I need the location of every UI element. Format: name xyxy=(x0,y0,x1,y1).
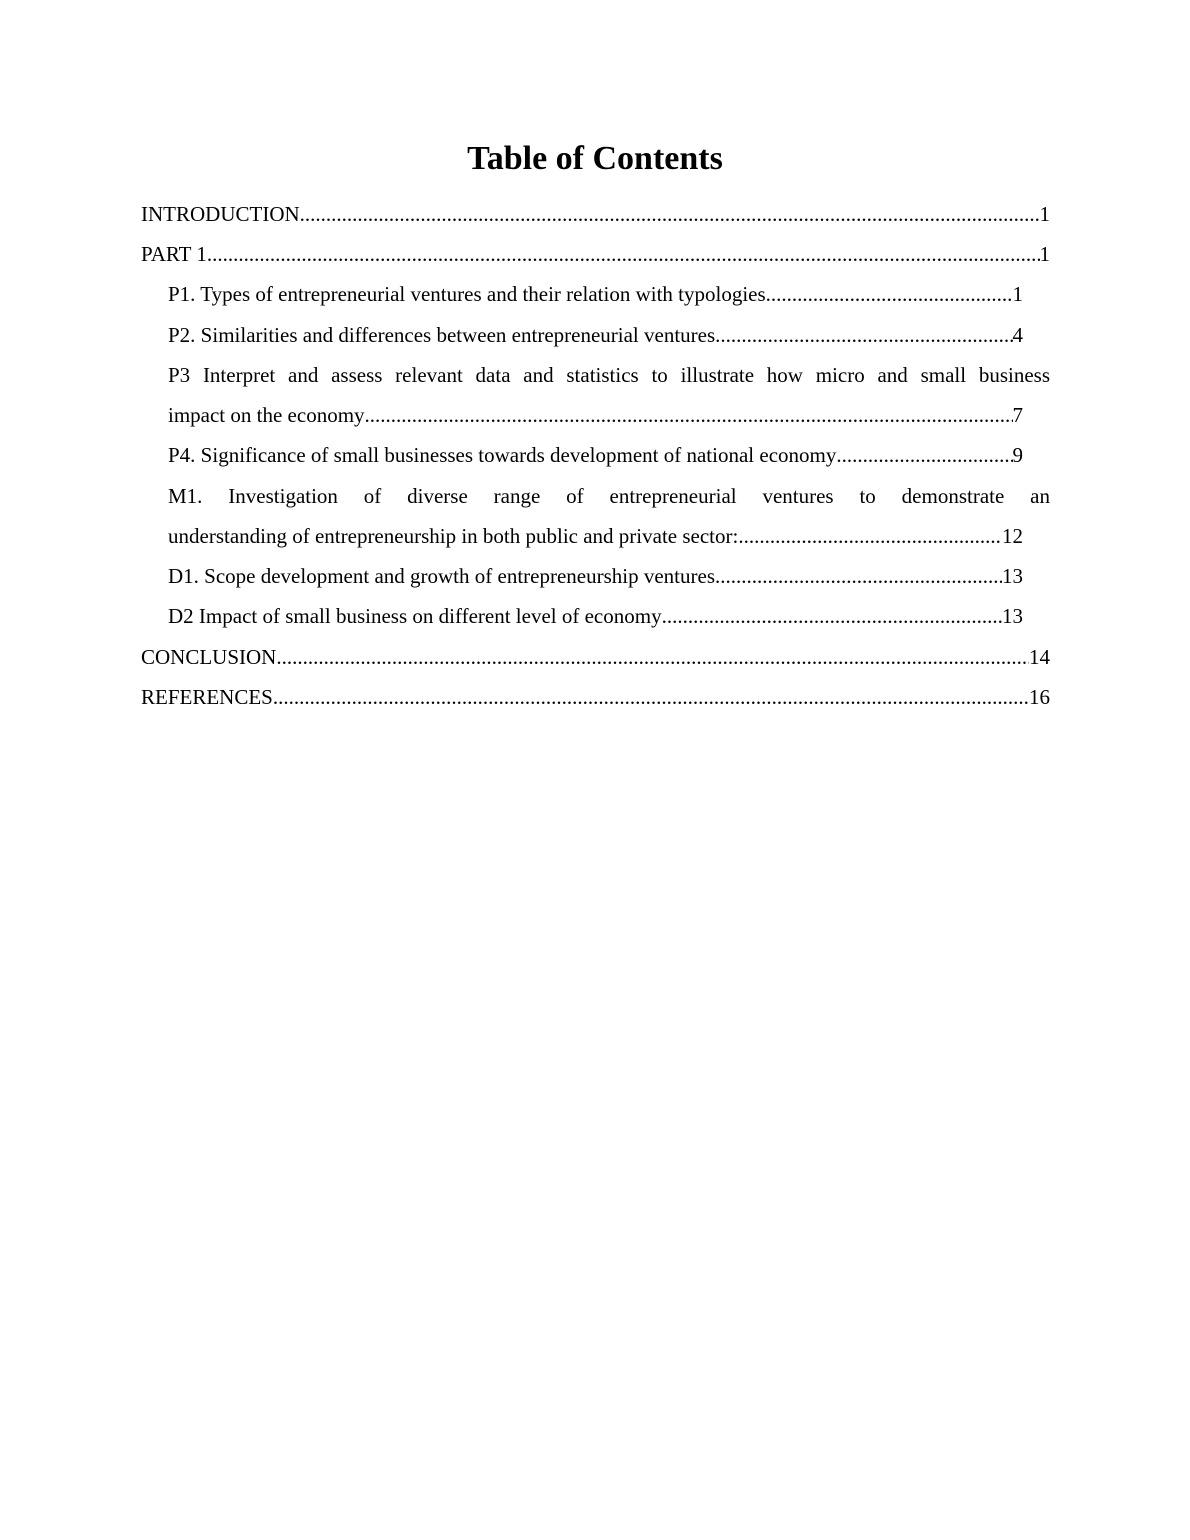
toc-entry-d2[interactable]: D2 Impact of small business on different level of economy ..... 13 xyxy=(168,596,1023,636)
toc-entry-p1[interactable]: P1. Types of entrepreneurial ventures and their relation with typologies ..... 1 xyxy=(168,274,1023,314)
page-title: Table of Contents xyxy=(467,140,723,177)
toc-entry-m1-line1[interactable]: M1. Investigation of diverse range of entrepreneurial ventures to demonstrate an xyxy=(168,484,1050,508)
toc-entry-p2[interactable]: P2. Similarities and differences between entrepreneurial ventures ..... 4 xyxy=(168,315,1023,355)
toc-entry-references[interactable]: REFERENCES ..... 16 xyxy=(141,677,1050,717)
toc-entry-conclusion[interactable]: CONCLUSION ..... 14 xyxy=(141,637,1050,677)
toc-entry-introduction[interactable]: INTRODUCTION ..... 1 xyxy=(141,194,1050,234)
toc-entry-p3-line1[interactable]: P3 Interpret and assess relevant data and statistics to illustrate how micro and small business xyxy=(168,363,1050,387)
toc-entry-p3[interactable]: impact on the economy ..... 7 xyxy=(168,395,1023,435)
toc-entry-p4[interactable]: P4. Significance of small businesses towards development of national economy ..... 9 xyxy=(168,435,1023,475)
toc-entry-d1[interactable]: D1. Scope development and growth of entrepreneurship ventures ..... 13 xyxy=(168,556,1023,596)
toc-entry-m1[interactable]: understanding of entrepreneurship in both public and private sector: ..... 12 xyxy=(168,516,1023,556)
toc-entry-part1[interactable]: PART 1 ..... 1 xyxy=(141,234,1050,274)
